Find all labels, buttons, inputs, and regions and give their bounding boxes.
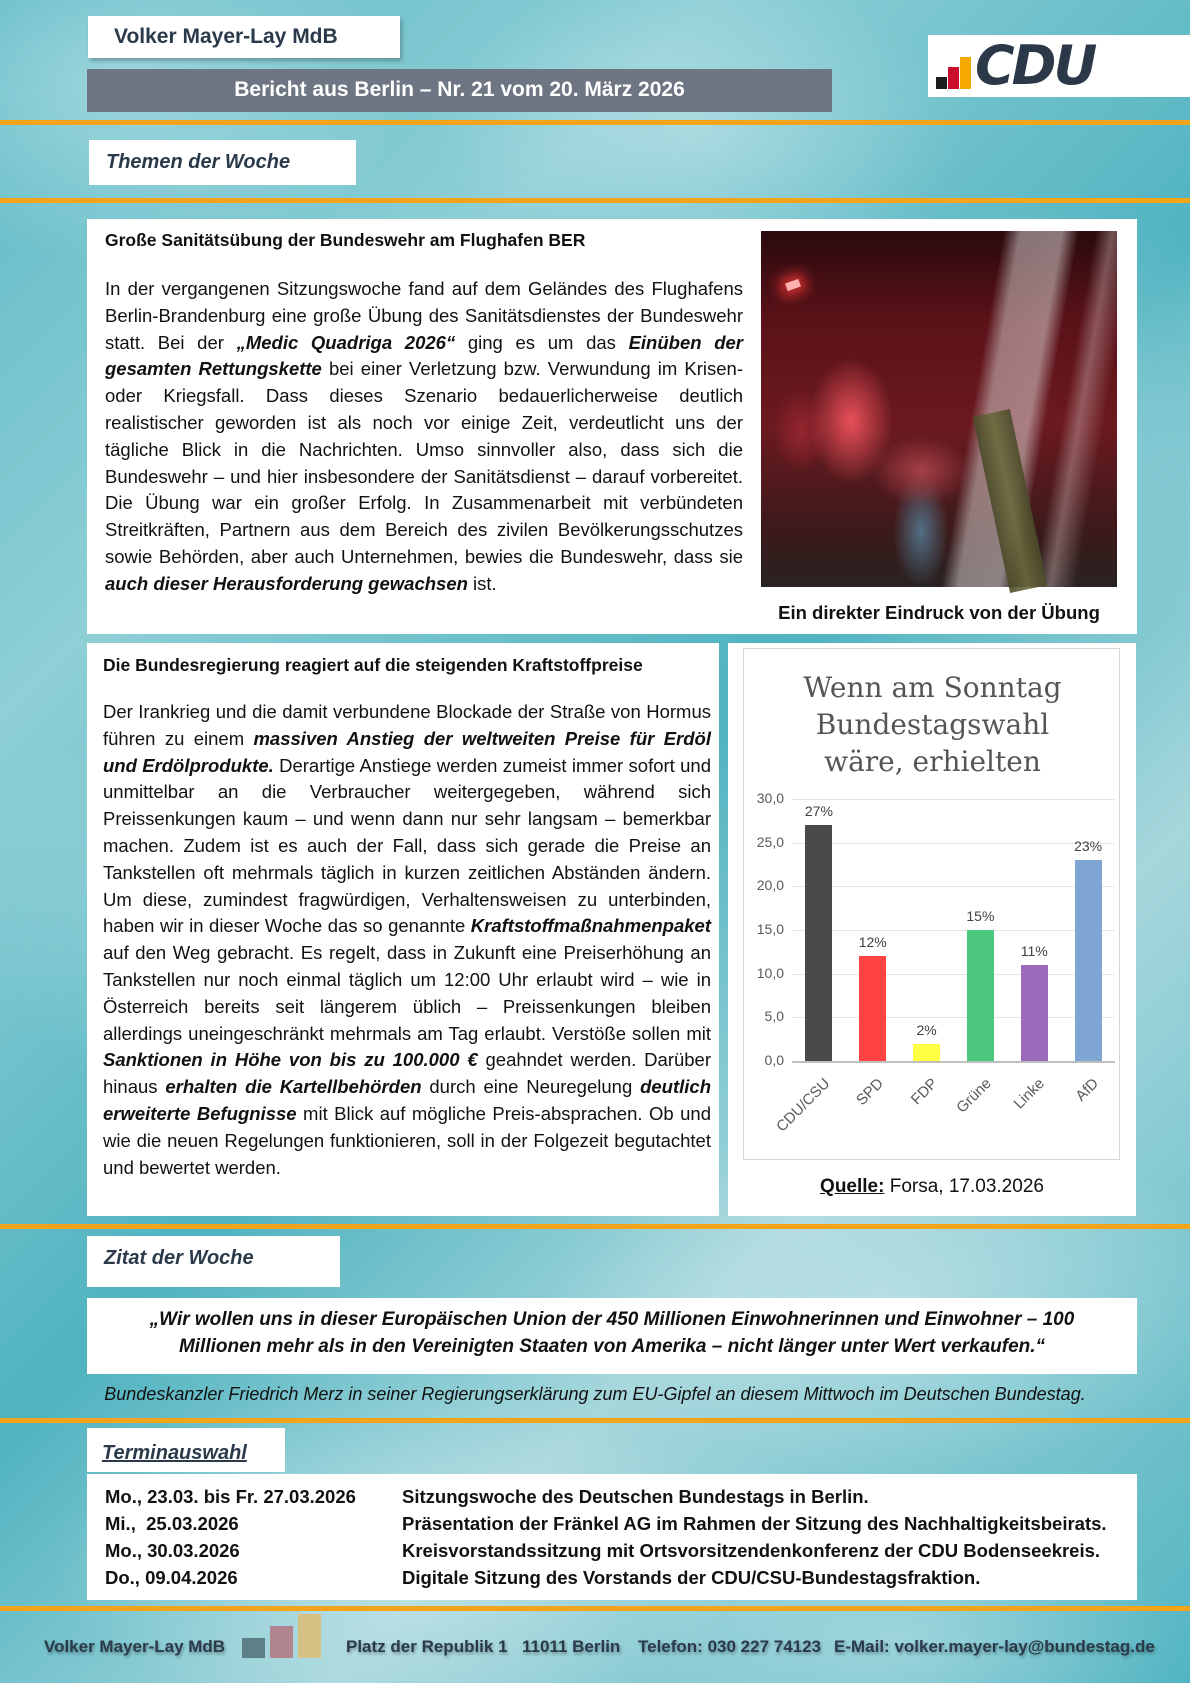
section-heading-termine: Terminauswahl xyxy=(87,1428,285,1472)
y-tick-label: 20,0 xyxy=(756,877,784,894)
appointment-row xyxy=(105,1510,1137,1537)
appointment-event: Digitale Sitzung des Vorstands der CDU/CSU-Bundestagsfraktion. xyxy=(402,1567,981,1588)
footer-name: Volker Mayer-Lay MdB xyxy=(44,1637,226,1656)
y-tick-label: 10,0 xyxy=(756,964,784,981)
bar-data-label: 27% xyxy=(804,803,833,820)
bar-linke xyxy=(1021,965,1048,1061)
gridline xyxy=(792,886,1115,887)
author-name: Volker Mayer-Lay MdB xyxy=(114,25,338,48)
x-tick-label: CDU/CSU xyxy=(772,1075,833,1136)
y-tick-label: 15,0 xyxy=(756,921,784,937)
quote-of-week xyxy=(87,1298,1137,1374)
x-tick-label: AfD xyxy=(1072,1075,1103,1105)
x-tick-label: Grüne xyxy=(952,1075,995,1117)
appointment-date: Mo., 30.03.2026 xyxy=(105,1540,240,1561)
exercise-photo xyxy=(761,231,1117,587)
x-tick-label: Linke xyxy=(1010,1075,1049,1113)
author-name-box xyxy=(88,16,400,58)
footer-phone: Telefon: 030 227 74123 xyxy=(638,1637,822,1656)
cdu-logo xyxy=(928,35,1190,97)
poll-chart-box xyxy=(728,643,1136,1216)
quote-attribution: Bundeskanzler Friedrich Merz in seiner Regierungserklärung zum EU-Gipfel an diesem Mittwoch im Deutschen Bundestag. xyxy=(104,1384,1086,1404)
article-sanitaetsuebung xyxy=(87,219,1137,634)
gridline xyxy=(792,930,1115,931)
article-body: In der vergangenen Sitzungswoche fand auf dem Geländes des Flughafens Berlin-Brandenburg eine große Übung des Sanitätsdienstes der Bundeswehr statt. Bei der „Medic Quadriga 2026“ ging es um das Einüben der gesamten Rettungskette bei einer Verletzung bzw. Verwundung im Krisen- oder Kriegsfall. Dass dieses Szenario bedauerlicherweise deutlich realistischer geworden ist als noch vor einige Zeit, verdeutlicht uns der tägliche Blick in die Nachrichten. Umso sinnvoller also, dass sich die Bundeswehr – und hier insbesondere der Sanitätsdienst – darauf vorbereitet. Die Übung war ein großer Erfolg. In Zusammenarbeit mit verbündeten Streitkräften, Partnern aus dem Bereich des zivilen Bevölkerungsschutzes sowie Behörden, aber auch Unternehmen, bewies die Bundeswehr, dass sie auch dieser Herausforderung gewachsen ist. xyxy=(105,278,744,594)
lamp-light xyxy=(785,279,801,291)
article-title: Große Sanitätsübung der Bundeswehr am Flughafen BER xyxy=(105,230,586,250)
footer-bars-icon xyxy=(242,1614,321,1658)
appointment-date: Mi., 25.03.2026 xyxy=(105,1513,239,1534)
chart-title: Wenn am Sonntag Bundestagswahl wäre, erhielten xyxy=(803,671,1062,778)
divider xyxy=(0,1224,1190,1229)
gridline xyxy=(792,799,1115,800)
bar-cducsu xyxy=(805,825,832,1061)
y-tick-label: 0,0 xyxy=(764,1052,784,1068)
report-title-bar xyxy=(87,69,832,112)
section-heading-themen: Themen der Woche xyxy=(89,140,356,185)
quote-text: „Wir wollen uns in dieser Europäischen Union der 450 Millionen Einwohnerinnen und Einwohner – 100 Millionen mehr als in den Vereinigten Staaten von Amerika – nicht länger unter Wert verkaufen.“ xyxy=(149,1309,1075,1357)
x-tick-label: FDP xyxy=(907,1075,941,1109)
section-heading-zitat: Zitat der Woche xyxy=(87,1236,340,1287)
report-title: Bericht aus Berlin – Nr. 21 vom 20. März 2026 xyxy=(234,78,685,101)
appointment-date: Mo., 23.03. bis Fr. 27.03.2026 xyxy=(105,1486,356,1507)
bar-spd xyxy=(859,956,886,1061)
appointments-list xyxy=(87,1474,1137,1600)
appointment-event: Präsentation der Fränkel AG im Rahmen der Sitzung des Nachhaltigkeitsbeirats. xyxy=(402,1513,1107,1534)
appointment-row xyxy=(105,1537,1137,1564)
bar-data-label: 23% xyxy=(1074,838,1103,855)
article-body: Der Irankrieg und die damit verbundene Blockade der Straße von Hormus führen zu einem massiven Anstieg der weltweiten Preise für Erdöl und Erdölprodukte. Derartige Anstiege werden zumeist immer sofort und unmittelbar an die Verbraucher weitergegeben, während sich Preissenkungen kaum – und wenn dann nur sehr langsam – bemerkbar machen. Zudem ist es auch der Fall, dass sich gerade die Preise an Tankstellen oft mehrmals täglich in kurzen zeitlichen Abständen ändern. Um diese, zumindest fragwürdigen, Verhaltensweisen zu unterbinden, haben wir in dieser Woche das so genannte Kraftstoffmaßnahmenpaket auf den Weg gebracht. Es regelt, dass in Zukunft eine Preiserhöhung an Tankstellen nur noch einmal täglich um 12:00 Uhr erlaubt wird – wie in Österreich bereits seit längerem üblich – Preissenkungen bleiben allerdings uneingeschränkt mehrmals am Tag erlaubt. Verstöße sollen mit Sanktionen in Höhe von bis zu 100.000 € geahndet werden. Darüber hinaus erhalten die Kartellbehörden durch eine Neuregelung deutlich erweiterte Befugnisse mit Blick auf mögliche Preis-absprachen. Ob und wie die neuen Regelungen funktionieren, soll in der Folgezeit begutachtet und bewertet werden. xyxy=(103,701,712,1178)
bar-fdp xyxy=(913,1044,940,1061)
article-kraftstoffpreise xyxy=(87,643,719,1216)
gridline xyxy=(792,1017,1115,1018)
appointment-row xyxy=(105,1483,1137,1510)
divider xyxy=(0,120,1190,125)
cdu-logo-text: CDU xyxy=(975,34,1095,97)
article-title: Die Bundesregierung reagiert auf die steigenden Kraftstoffpreise xyxy=(103,655,643,675)
bar-data-label: 12% xyxy=(858,934,887,951)
tent-pole xyxy=(973,409,1048,593)
poll-bar-chart xyxy=(743,648,1120,1160)
source-label: Quelle: xyxy=(820,1176,885,1197)
y-tick-label: 30,0 xyxy=(756,790,784,806)
cdu-logo-bars-icon xyxy=(936,55,971,89)
footer-address: Platz der Republik 1 xyxy=(346,1637,508,1656)
divider xyxy=(0,1418,1190,1423)
bar-afd xyxy=(1075,860,1102,1061)
footer-contact xyxy=(0,1610,1190,1683)
footer-city: 11011 Berlin xyxy=(522,1637,621,1656)
chart-source xyxy=(728,1176,1136,1198)
appointment-date: Do., 09.04.2026 xyxy=(105,1567,238,1588)
divider xyxy=(0,198,1190,203)
footer-email[interactable]: E-Mail: volker.mayer-lay@bundestag.de xyxy=(834,1637,1155,1656)
gridline xyxy=(792,974,1115,975)
y-tick-label: 25,0 xyxy=(756,833,784,850)
appointment-event: Sitzungswoche des Deutschen Bundestags in Berlin. xyxy=(402,1486,869,1507)
x-axis-line xyxy=(792,1061,1115,1063)
y-tick-label: 5,0 xyxy=(764,1008,784,1025)
bar-data-label: 2% xyxy=(916,1021,937,1038)
x-tick-label: SPD xyxy=(852,1075,887,1109)
bar-data-label: 15% xyxy=(966,908,995,924)
bar-grüne xyxy=(967,930,994,1061)
appointment-event: Kreisvorstandssitzung mit Ortsvorsitzendenkonferenz der CDU Bodenseekreis. xyxy=(402,1540,1101,1561)
bar-data-label: 11% xyxy=(1020,942,1048,959)
photo-caption: Ein direkter Eindruck von der Übung xyxy=(778,602,1100,623)
appointment-row xyxy=(105,1564,1137,1591)
source-value: Forsa, 17.03.2026 xyxy=(884,1176,1044,1197)
